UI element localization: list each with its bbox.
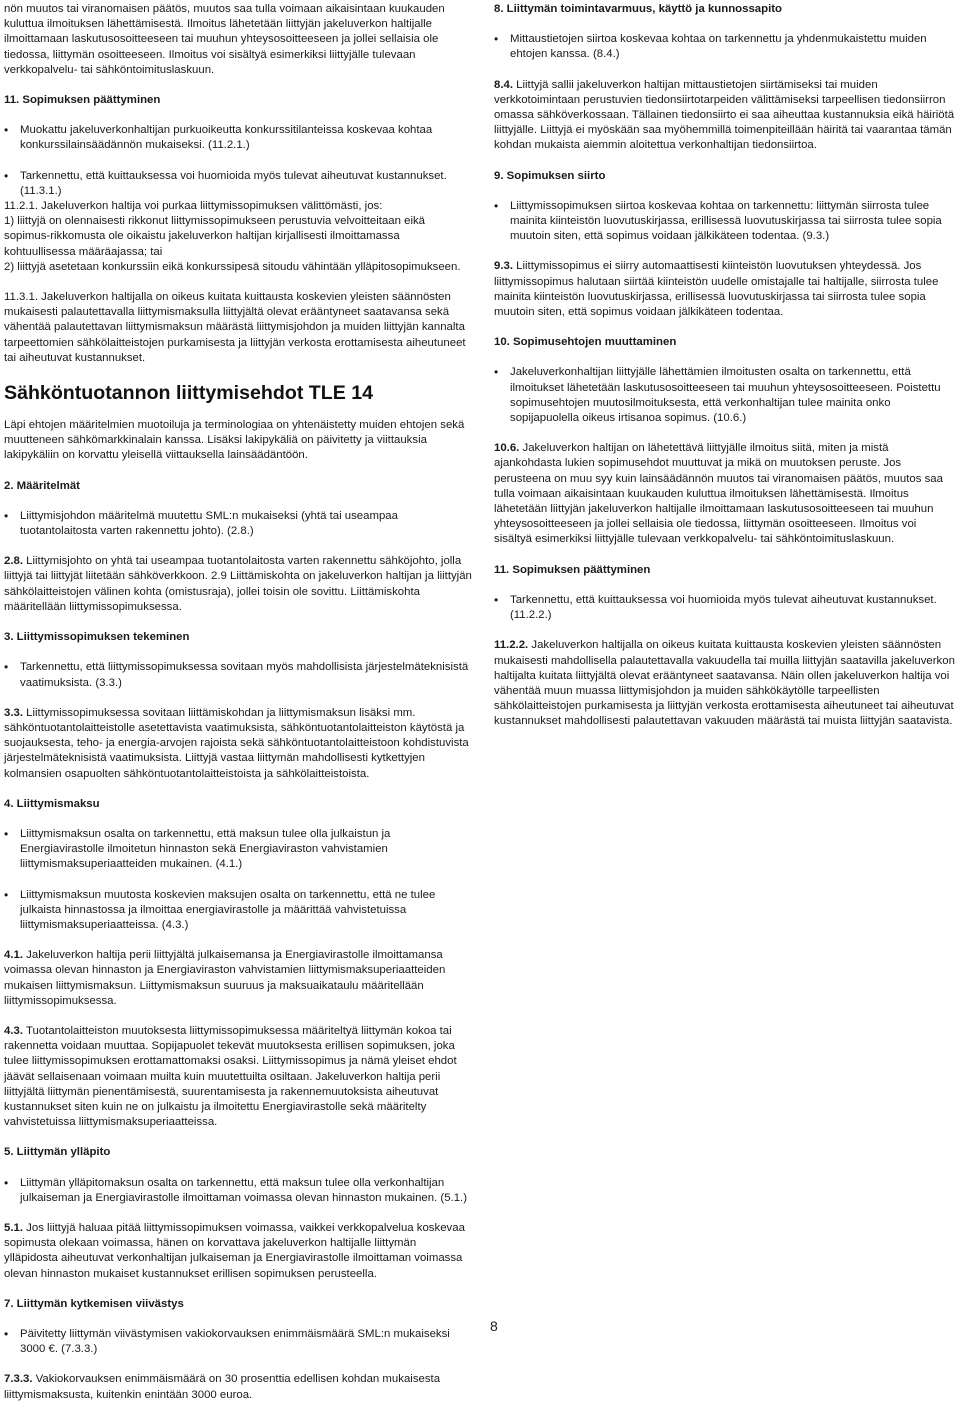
bullet-icon — [4, 660, 20, 690]
bullet-icon — [494, 199, 510, 245]
bullet-item: • Tarkennettu, että liittymissopimuksessa sovitaan myös mahdollisista järjestelmäteknisistä vaatimuksista. (3.3.) — [4, 660, 472, 690]
clause-11-2-1-item-1: 1) liittyjä on olennaisesti rikkonut liittymissopimukseen perustuvia velvoitteitaan eikä sopimus-rikkomusta ole oikaistu jakeluverkon haltijan kirjallisesti ilmoittamassa kohtuullisessa määräajassa; tai — [4, 215, 426, 258]
bullet-icon — [494, 593, 510, 623]
clause-4-3: 4.3. Tuotantolaitteiston muutoksesta liittymissopimuksessa määriteltyä liittymän kokoa tai rakennetta voidaan muuttaa. Sopijapuolet tekevät muutoksesta erillisen sopimuksen, joka tulee liittymissopimuksen erottamattomaksi osaksi. Liittymissopimus ja nämä yleiset ehdot jäävät sellaisenaan voimaan muilta kuin muutettuilta osiltaan. Jakeluverkon haltija perii liittyjältä liittymän pienentämisestä, suurentamisesta ja rakennemuutoksista aiheutuvat kustannukset siten kuin ne on julkaistu ja ilmoitettu Energiavirastolle sekä määritelty vahvistetuissa liittymismaksuperiaatteissa. — [4, 1024, 457, 1129]
clause-8-4: 8.4. Liittyjä sallii jakeluverkon haltijan mittaustietojen siirtämiseksi tai muiden verkkotoimintaan perustuvien tiedonsiirtotarpeiden välittämiseksi tarpeellisen tiedonsiirron omassa sähköverkossaan. Tällainen tiedonsiirto ei saa aiheuttaa kustannuksia eikä häiriötä liittyjälle. Liittyjä ei myöskään saa myöhemmillä toimenpiteillään häiritä tai vaarantaa tämän kohdan mukaista aiemmin aloitettua verkonhaltijan tiedonsiirtoa. — [494, 78, 955, 152]
bullet-icon — [4, 509, 20, 539]
bullet-item: • Jakeluverkonhaltijan liittyjälle lähettämien ilmoitusten osalta on tarkennettu, että ilmoitukset lähetetään laskutusosoitteeseen tai muuhun yhteysosoitteeseen. Poistettu sopimusehtojen muutosilmoituksesta, että verkonhaltijan tulee mainita onko sopijapuolella oikeus irtisanoa sopimus. (10.6.) — [494, 365, 956, 426]
section-7-heading: 7. Liittymän kytkemisen viivästys — [4, 1297, 184, 1310]
bullet-item: • Tarkennettu, että kuittauksessa voi huomioida myös tulevat aiheutuvat kustannukset. (11.2.2.) — [494, 593, 956, 623]
clause-11-2-1-item-2: 2) liittyjä asetetaan konkurssiin eikä konkurssipesä sitoudu vähintään ylläpitosopimukseen. — [4, 260, 461, 273]
section-2-heading: 2. Määritelmät — [4, 479, 80, 492]
section-10-heading: 10. Sopimusehtojen muuttaminen — [494, 336, 677, 349]
bullet-item: • Päivitetty liittymän viivästymisen vakiokorvauksen enimmäismäärä SML:n mukaiseksi 3000 €. (7.3.3.) — [4, 1327, 472, 1357]
section-intro: Läpi ehtojen määritelmien muotoiluja ja terminologiaa on yhtenäistetty muiden ehtojen sekä muutteneen sähkömarkkinalain kanssa. Lisäksi lakipykäliä on päivitetty ja viittauksia lakipykäliin on korvattu yleisellä viittauksella lainsäädäntöön. — [4, 419, 465, 462]
section-11-heading-right: 11. Sopimuksen päättyminen — [494, 563, 651, 576]
bullet-icon — [4, 169, 20, 199]
document-section-title: Sähköntuotannon liittymisehdot TLE 14 — [4, 382, 374, 405]
bullet-icon — [4, 827, 20, 873]
clause-5-1: 5.1. Jos liittyjä haluaa pitää liittymissopimuksen voimassa, vaikkei verkkopalvelua koskevaa sopimusta olekaan voimassa, hänen on korvattava jakeluverkon haltijalle liittymän ylläpidosta aiheutuvat verkonhaltijan julkaiseman ja Energiavirastolle ilmoittaman voimassa olevan hinnaston mukaiset kustannukset erillisen sopimuksen perusteella. — [4, 1221, 465, 1280]
bullet-icon — [494, 365, 510, 426]
section-3-heading: 3. Liittymissopimuksen tekeminen — [4, 631, 190, 644]
clause-10-6: 10.6. Jakeluverkon haltijan on lähetettävä liittyjälle ilmoitus siitä, miten ja mistä ajankohdasta lukien sopimusehdot muuttuvat ja mikä on muutoksen peruste. Jos perusteena on muu syy kuin lainsäädännön muutos tai viranomaisen päätös, muutos saa tulla voimaan aikaisintaan kuukauden kuluttua ilmoituksen lähettämisestä. Ilmoitus lähetetään liittyjän jakeluverkon haltijalle ilmoittamaan laskutusosoitteeseen tai muuhun yhteysosoitteeseen ja jollei sellaisia ole tiedossa, liittymän osoitteeseen. Ilmoitus voi sisältyä esimerkiksi liittyjälle tulevaan verkkopalvelu- tai sähköntoimituslaskuun. — [494, 442, 943, 546]
page-number: 8 — [490, 1318, 498, 1334]
bullet-item: • Liittymän ylläpitomaksun osalta on tarkennettu, että maksun tulee olla verkonhaltijan julkaiseman ja Energiavirastolle ilmoittaman voimassa olevan hinnaston mukainen. (5.1.) — [4, 1176, 472, 1206]
bullet-icon — [4, 1176, 20, 1206]
bullet-icon — [494, 32, 510, 62]
clause-11-2-2: 11.2.2. Jakeluverkon haltijalla on oikeus kuitata kuittausta koskevien yleisten säännösten mukaisesti mahdollisella palautettavalla vakuudella tai muilla liittyjän saatavilla jakeluverkon haltijalta kuitata liittyjältä olevat erääntyneet saatavansa. Näin ollen jakeluverkon haltija voi vähentää muun muassa liittymisjohdon ja muiden sähkökäytölle tarpeellisten sähkölaitteistojen purkamisesta ja liittyjän verkosta erottamisesta aiheutuneet tai aiheutuvat kustannukset mahdollisesti palautettavan vakuuden määrästä tai muista liittyjän saatavista. — [494, 639, 955, 728]
clause-4-1: 4.1. Jakeluverkon haltija perii liittyjältä julkaisemansa ja Energiavirastolle ilmoittamansa voimassa olevan hinnaston ja Energiaviraston vahvistamien liittymismaksuperiaatteiden mukaisen liittymismaksun. Liittymismaksun suuruus ja maksuaikataulu määritellään liittymissopimuksessa. — [4, 949, 446, 1007]
section-9-heading: 9. Sopimuksen siirto — [494, 169, 606, 182]
bullet-item: • Liittymismaksun muutosta koskevien maksujen osalta on tarkennettu, että ne tulee julkaista hinnastossa ja ilmoittaa energiavirastolle ja määrittää vahvistetuissa liittymismaksuperiaatteissa. (4.3.) — [4, 888, 472, 934]
bullet-item: • Liittymisjohdon määritelmä muutettu SML:n mukaiseksi (yhtä tai useampaa tuotantolaitosta varten rakennettu johto). (2.8.) — [4, 509, 472, 539]
bullet-item: • Muokattu jakeluverkonhaltijan purkuoikeutta konkurssitilanteissa koskevaa kohtaa konkurssilainsäädännön mukaiseksi. (11.2.1.) — [4, 123, 472, 153]
bullet-icon — [4, 123, 20, 153]
clause-9-3: 9.3. Liittymissopimus ei siirry automaattisesti kiinteistön luovutuksen yhteydessä. Jos liittymissopimus halutaan siirtää kiinteistön uudelle omistajalle tai haltijalle, siirrosta tulee mainita kiinteistön luovutuskirjassa, erillisessä luovutuskirjassa tai siirrosta tulee sopia muutoin siten, että sopimus voidaan jälkikäteen todentaa. — [494, 260, 939, 319]
clause-2-8: 2.8. Liittymisjohto on yhtä tai useampaa tuotantolaitosta varten rakennettu sähköjohto, jolla liittyjä tai liittyjät liitetään sähköverkkoon. 2.9 Liittämiskohta on jakeluverkon haltijan ja liittyjän sähkölaitteistojen välinen kohta (omistusraja), jollei toisin ole sovittu. Liittämiskohta määritellään liittymissopimuksessa. — [4, 555, 472, 613]
bullet-item: • Liittymissopimuksen siirtoa koskevaa kohtaa on tarkennettu: liittymän siirrosta tulee mainita kiinteistön luovutuskirjassa, erillisessä luovutuskirjassa tai siirrosta tulee sopia muutoin siten, että sopimus voidaan jälkikäteen todentaa. (9.3.) — [494, 199, 956, 245]
left-column — [4, 2, 472, 1418]
bullet-icon — [4, 1327, 20, 1357]
clause-11-2-1: 11.2.1. Jakeluverkon haltija voi purkaa liittymissopimuksen välittömästi, jos: — [4, 200, 383, 213]
right-column — [494, 2, 956, 745]
clause-3-3: 3.3. Liittymissopimuksessa sovitaan liittämiskohdan ja liittymismaksun lisäksi mm. sähköntuotantolaitteistolle asetettavista vaatimuksista, sähköntuotantolaitteiston käytöstä ja suojauksesta, teho- ja energia-arvojen rajoista sekä sähköntuotantolaitteistoon kohdistuvista järjestelmäteknisistä vaatimuksista. Liittyjä vastaa liittymän mahdollisesti kytkettyjen kolmansien osapuolten sähköntuotantolaitteistoista ja sähkölaitteistoista. — [4, 706, 469, 780]
bullet-item: • Tarkennettu, että kuittauksessa voi huomioida myös tulevat aiheutuvat kustannukset. (11.3.1.) — [4, 169, 472, 199]
section-11-heading: 11. Sopimuksen päättyminen — [4, 94, 161, 107]
section-5-heading: 5. Liittymän ylläpito — [4, 1146, 111, 1159]
section-8-heading: 8. Liittymän toimintavarmuus, käyttö ja kunnossapito — [494, 3, 782, 15]
section-4-heading: 4. Liittymismaksu — [4, 797, 100, 810]
clause-11-3-1: 11.3.1. Jakeluverkon haltijalla on oikeus kuitata kuittausta koskevien yleisten säännösten mukaisesti palautettavalla liittymismaksulla liittyjältä olevat erääntyneet saatavansa sekä vähentää palautettavan liittymismaksun määrästä liittymisjohdon ja muiden liittyjän kannalta tarpeettomien sähkölaitteistojen purkamisesta ja liittyjän verkosta erottamisesta aiheutuneet tai aiheutuvat kustannukset. — [4, 291, 466, 364]
bullet-item: • Mittaustietojen siirtoa koskevaa kohtaa on tarkennettu ja yhdenmukaistettu muiden ehtojen kanssa. (8.4.) — [494, 32, 956, 62]
intro-paragraph: nön muutos tai viranomaisen päätös, muutos saa tulla voimaan aikaisintaan kuukauden kuluttua ilmoituksen lähettämisestä. Ilmoitus lähetetään liittyjän jakeluverkon haltijalle ilmoittamaan laskutusosoitteeseen tai muuhun yhteysosoitteeseen ja jollei sellaisia ole tiedossa, liittymän osoitteeseen. Ilmoitus voi sisältyä esimerkiksi liittyjälle tulevaan verkkopalvelu- tai sähköntoimituslaskuun. — [4, 3, 445, 76]
bullet-item: • Liittymismaksun osalta on tarkennettu, että maksun tulee olla julkaistun ja Energiavirastolle ilmoitetun hinnaston sekä Energiaviraston vahvistamien liittymismaksuperiaatteiden mukainen. (4.1.) — [4, 827, 472, 873]
bullet-icon — [4, 888, 20, 934]
clause-7-3-3: 7.3.3. Vakiokorvauksen enimmäismäärä on 30 prosenttia edellisen kohdan mukaisesta liittymismaksusta, kuitenkin enintään 3000 euroa. — [4, 1373, 441, 1401]
